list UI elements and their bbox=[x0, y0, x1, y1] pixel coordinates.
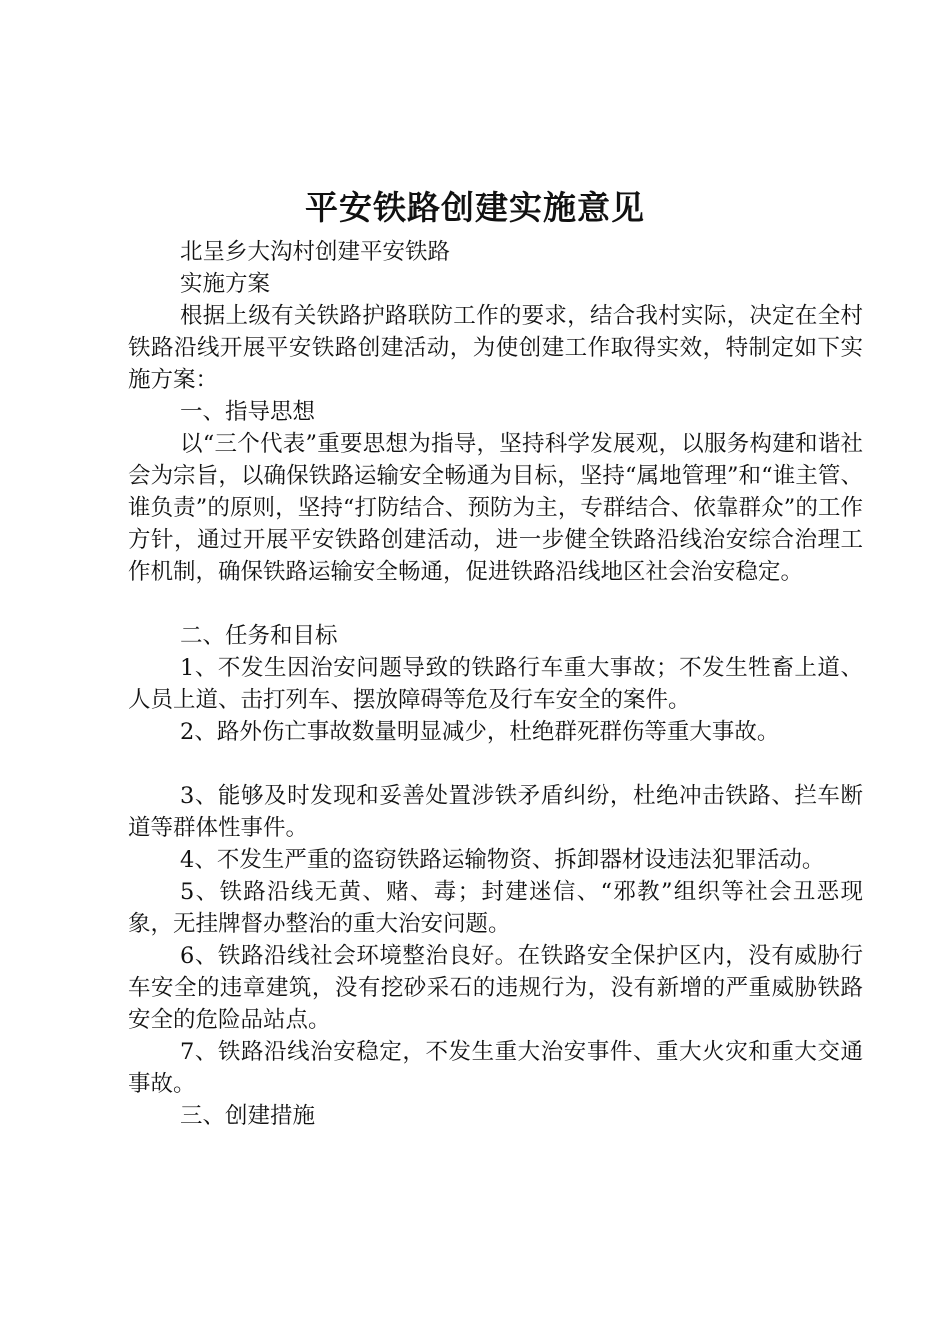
blank-line bbox=[128, 748, 863, 780]
paragraph-guiding-ideology: 以“三个代表”重要思想为指导，坚持科学发展观，以服务构建和谐社会为宗旨，以确保铁路运输安全畅通为目标，坚持“属地管理”和“谁主管、谁负责”的原则，坚持“打防结合、预防为主，专群结合、依靠群众”的工作方针，通过开展平安铁路创建活动，进一步健全铁路沿线治安综合治理工作机制，确保铁路运输安全畅通，促进铁路沿线地区社会治安稳定。 bbox=[128, 431, 863, 585]
list-item-goal-5: 5、铁路沿线无黄、赌、毒；封建迷信、“邪教”组织等社会丑恶现象，无挂牌督办整治的重大治安问题。 bbox=[128, 879, 863, 937]
list-item-goal-3: 3、能够及时发现和妥善处置涉铁矛盾纠纷，杜绝冲击铁路、拦车断道等群体性事件。 bbox=[128, 783, 863, 841]
blank-line bbox=[128, 588, 863, 620]
section-heading-measures: 三、创建措施 bbox=[180, 1103, 316, 1129]
document-body bbox=[128, 236, 863, 1132]
paragraph-plan-label: 实施方案 bbox=[180, 271, 271, 297]
section-heading-guiding-ideology: 一、指导思想 bbox=[180, 399, 316, 425]
list-item-goal-6: 6、铁路沿线社会环境整治良好。在铁路安全保护区内，没有威胁行车安全的违章建筑，没有挖砂采石的违规行为，没有新增的严重威胁铁路安全的危险品站点。 bbox=[128, 943, 863, 1033]
list-item-goal-2: 2、路外伤亡事故数量明显减少，杜绝群死群伤等重大事故。 bbox=[180, 719, 780, 745]
list-item-goal-1: 1、不发生因治安问题导致的铁路行车重大事故；不发生牲畜上道、人员上道、击打列车、摆放障碍等危及行车安全的案件。 bbox=[128, 655, 863, 713]
paragraph-village-name: 北呈乡大沟村创建平安铁路 bbox=[180, 239, 451, 265]
paragraph-intro: 根据上级有关铁路护路联防工作的要求，结合我村实际，决定在全村铁路沿线开展平安铁路创建活动，为使创建工作取得实效，特制定如下实施方案： bbox=[128, 303, 863, 393]
document-title: 平安铁路创建实施意见 bbox=[305, 188, 645, 227]
section-heading-tasks-goals: 二、任务和目标 bbox=[180, 623, 338, 649]
list-item-goal-4: 4、不发生严重的盗窃铁路运输物资、拆卸器材设违法犯罪活动。 bbox=[180, 847, 825, 873]
list-item-goal-7: 7、铁路沿线治安稳定，不发生重大治安事件、重大火灾和重大交通事故。 bbox=[128, 1039, 863, 1097]
